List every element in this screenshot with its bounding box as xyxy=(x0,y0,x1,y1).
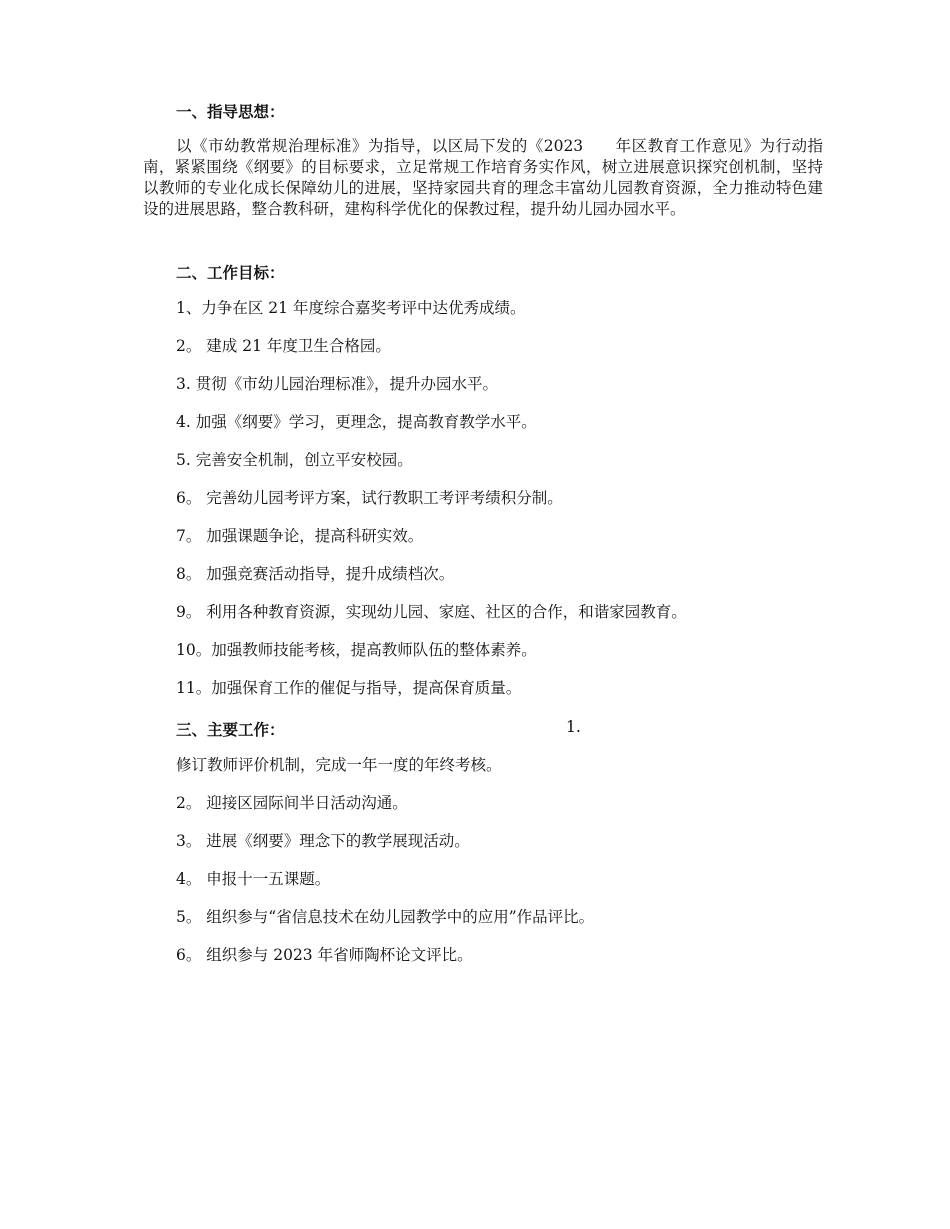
section2-heading: 二、工作目标： xyxy=(176,264,285,282)
list-item: 9。 利用各种教育资源，实现幼儿园、家庭、社区的合作，和谐家园教育。 xyxy=(176,603,687,621)
list-item: 4。 申报十一五课题。 xyxy=(176,870,331,888)
list-item: 4. 加强《纲要》学习，更理念，提高教育教学水平。 xyxy=(176,413,537,431)
list-item: 2。 建成 21 年度卫生合格园。 xyxy=(176,337,391,355)
section3-heading: 三、主要工作： xyxy=(176,721,285,739)
list-item: 5。 组织参与“省信息技术在幼儿园教学中的应用”作品评比。 xyxy=(176,908,595,926)
list-item: 3。 进展《纲要》理念下的教学展现活动。 xyxy=(176,832,470,850)
list-item: 3. 贯彻《市幼儿园治理标准》，提升办园水平。 xyxy=(176,375,498,393)
list-item: 修订教师评价机制，完成一年一度的年终考核。 xyxy=(176,756,502,774)
list-item: 6。 组织参与 2023 年省师陶杯论文评比。 xyxy=(176,946,473,964)
section1-paragraph: 以《市幼教常规治理标准》为指导，以区局下发的《2023 年区教育工作意见》为行动指南，紧紧围绕《纲要》的目标要求，立足常规工作培育务实作风，树立进展意识探究创机制，坚持以教师的专业化成长保障幼儿的进展，坚持家园共育的理念丰富幼儿园教育资源，全力推动特色建设的进展思路，整合教科研，建构科学优化的保教过程，提升幼儿园办园水平。 xyxy=(143,137,823,218)
section3-inline-number: 1. xyxy=(566,718,581,736)
list-item: 7。 加强课题争论，提高科研实效。 xyxy=(176,527,424,545)
list-item: 8。 加强竞赛活动指导，提升成绩档次。 xyxy=(176,565,455,583)
section1-heading: 一、指导思想： xyxy=(176,103,285,121)
list-item: 5. 完善安全机制，创立平安校园。 xyxy=(176,451,413,469)
list-item: 1、力争在区 21 年度综合嘉奖考评中达优秀成绩。 xyxy=(176,299,526,317)
list-item: 11。加强保育工作的催促与指导，提高保育质量。 xyxy=(176,679,522,697)
list-item: 10。加强教师技能考核，提高教师队伍的整体素养。 xyxy=(176,641,537,659)
list-item: 2。 迎接区园际间半日活动沟通。 xyxy=(176,794,408,812)
list-item: 6。 完善幼儿园考评方案，试行教职工考评考绩积分制。 xyxy=(176,489,563,507)
